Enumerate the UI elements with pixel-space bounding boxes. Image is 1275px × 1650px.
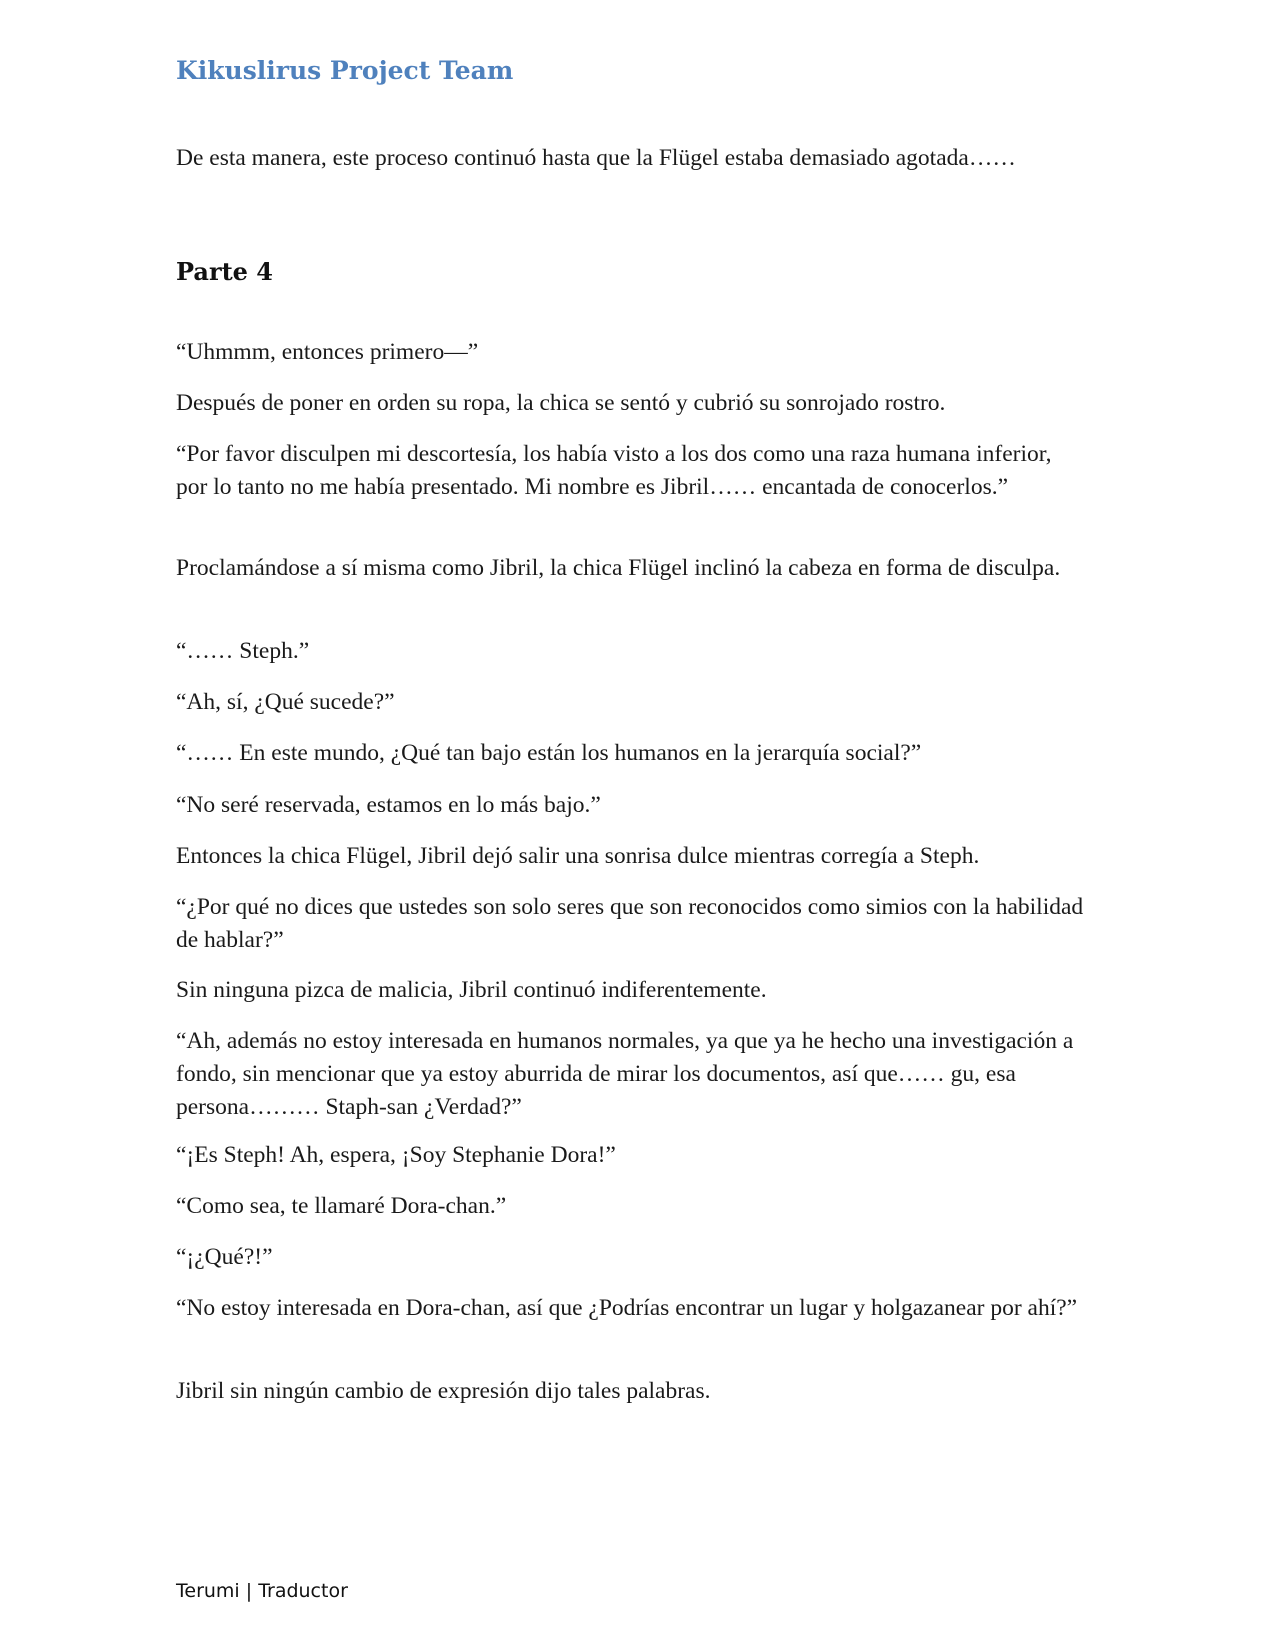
paragraph: “¡Es Steph! Ah, espera, ¡Soy Stephanie Dora!” xyxy=(176,1142,616,1168)
paragraph: Jibril sin ningún cambio de expresión dijo tales palabras. xyxy=(176,1378,711,1404)
paragraph: “Como sea, te llamaré Dora-chan.” xyxy=(176,1193,507,1219)
section-heading: Parte 4 xyxy=(176,257,274,286)
paragraph: “¿Por qué no dices que ustedes son solo seres que son reconocidos como simios con la habilidad de hablar?” xyxy=(176,894,1084,953)
paragraph: Entonces la chica Flügel, Jibril dejó salir una sonrisa dulce mientras corregía a Steph. xyxy=(176,843,980,869)
paragraph: Sin ninguna pizca de malicia, Jibril continuó indiferentemente. xyxy=(176,977,767,1003)
paragraph: “…… En este mundo, ¿Qué tan bajo están los humanos en la jerarquía social?” xyxy=(176,740,922,766)
paragraph: “Uhmmm, entonces primero—” xyxy=(176,339,479,365)
paragraph: “Por favor disculpen mi descortesía, los había visto a los dos como una raza humana inferior, por lo tanto no me había presentado. Mi nombre es Jibril…… encantada de conocerlos.” xyxy=(176,441,1052,500)
paragraph: Proclamándose a sí misma como Jibril, la chica Flügel inclinó la cabeza en forma de disculpa. xyxy=(176,555,1061,581)
paragraph: “¡¿Qué?!” xyxy=(176,1244,273,1270)
page-footer: Terumi | Traductor xyxy=(176,1580,348,1602)
paragraph: “Ah, sí, ¿Qué sucede?” xyxy=(176,689,395,715)
paragraph: “No seré reservada, estamos en lo más bajo.” xyxy=(176,792,601,818)
paragraph: “…… Steph.” xyxy=(176,638,310,664)
paragraph: “Ah, además no estoy interesada en humanos normales, ya que ya he hecho una investigación a fondo, sin mencionar que ya estoy aburrida de mirar los documentos, así que…… gu, esa persona……… Staph-san ¿Verdad?” xyxy=(176,1028,1074,1120)
page-header-title: Kikuslirus Project Team xyxy=(176,56,514,85)
paragraph: Después de poner en orden su ropa, la chica se sentó y cubrió su sonrojado rostro. xyxy=(176,390,946,416)
paragraph: “No estoy interesada en Dora-chan, así que ¿Podrías encontrar un lugar y holgazanear por ahí?” xyxy=(176,1295,1078,1321)
intro-paragraph: De esta manera, este proceso continuó hasta que la Flügel estaba demasiado agotada…… xyxy=(176,145,1016,171)
